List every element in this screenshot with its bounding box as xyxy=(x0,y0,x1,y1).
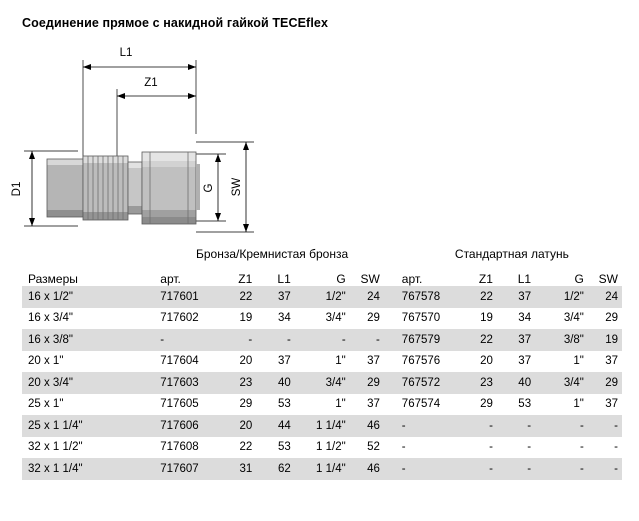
cell-size: 32 x 1 1/4" xyxy=(22,458,160,480)
cell-art-brass: 767570 xyxy=(401,312,441,325)
cell-art-brass: 767572 xyxy=(402,372,464,394)
cell-l1-brass: 37 xyxy=(518,355,532,368)
cell-sw-bronze: 29 xyxy=(352,372,384,394)
dim-label-g: G xyxy=(203,183,215,193)
cell-z1-bronze: 20 xyxy=(239,355,253,368)
cell-z1-brass: 29 xyxy=(480,398,493,411)
cell-sw-bronze: 52 xyxy=(367,441,380,454)
cell-sw-bronze: 46 xyxy=(352,415,384,437)
cell-gap xyxy=(384,372,402,394)
cell-l1-bronze: - xyxy=(260,329,301,351)
cell-l1-brass: 37 xyxy=(501,286,541,308)
table-row xyxy=(22,394,622,416)
cell-sw-brass: 37 xyxy=(605,355,618,368)
col-header-g-brass: G xyxy=(574,272,584,286)
cell-gap xyxy=(384,286,402,308)
cell-l1-bronze: 40 xyxy=(260,372,301,394)
cell-sw-brass: - xyxy=(590,458,622,480)
cell-g-brass: 3/8" xyxy=(541,329,590,351)
table-group-header-row xyxy=(22,243,622,265)
specification-table xyxy=(22,243,622,480)
cell-z1-bronze: 29 xyxy=(239,398,253,411)
cell-l1-brass: 40 xyxy=(501,372,541,394)
table-column-header-row xyxy=(22,265,622,286)
cell-l1-brass: 34 xyxy=(518,312,532,325)
cell-z1-brass: 20 xyxy=(480,355,493,368)
cell-g-bronze: - xyxy=(301,329,352,351)
cell-art-brass: 767576 xyxy=(401,355,441,368)
cell-l1-brass: 53 xyxy=(518,398,532,411)
dim-label-l1: L1 xyxy=(119,47,133,59)
cell-art-brass: 767578 xyxy=(402,286,464,308)
cell-sw-brass: 19 xyxy=(590,329,622,351)
cell-gap xyxy=(384,329,402,351)
cell-l1-bronze: 34 xyxy=(277,312,291,325)
cell-art-bronze: 717604 xyxy=(160,355,199,368)
cell-l1-brass: 37 xyxy=(501,329,541,351)
cell-l1-brass: - xyxy=(501,458,541,480)
cell-z1-bronze: - xyxy=(223,329,260,351)
cell-g-bronze: 1" xyxy=(335,398,346,411)
cell-g-bronze: 1/2" xyxy=(301,286,352,308)
col-header-l1-brass: L1 xyxy=(517,272,532,286)
cell-g-bronze: 1 1/4" xyxy=(301,458,352,480)
cell-sw-brass: - xyxy=(590,415,622,437)
cell-z1-brass: 22 xyxy=(464,286,501,308)
cell-sw-brass: 29 xyxy=(590,372,622,394)
cell-l1-brass: - xyxy=(527,441,532,454)
cell-size: 16 x 3/4" xyxy=(28,312,74,325)
table-row xyxy=(22,372,622,394)
cell-art-bronze: - xyxy=(160,329,223,351)
cell-g-bronze: 1 1/4" xyxy=(301,415,352,437)
cell-art-bronze: 717606 xyxy=(160,415,223,437)
cell-g-bronze: 3/4" xyxy=(301,372,352,394)
col-header-sw-brass: SW xyxy=(598,272,618,286)
cell-gap xyxy=(384,394,402,416)
cell-z1-brass: - xyxy=(489,441,493,454)
cell-art-bronze: 717602 xyxy=(160,312,199,325)
cell-g-brass: - xyxy=(541,458,590,480)
table-row xyxy=(22,351,622,373)
cell-sw-bronze: 46 xyxy=(352,458,384,480)
cell-g-brass: 3/4" xyxy=(541,372,590,394)
cell-g-bronze: 1" xyxy=(335,355,346,368)
table-row xyxy=(22,308,622,330)
cell-sw-bronze: 29 xyxy=(367,312,380,325)
group-header-spacer xyxy=(22,243,160,265)
cell-sw-bronze: 24 xyxy=(352,286,384,308)
cell-art-brass: - xyxy=(402,415,464,437)
cell-size: 25 x 1 1/4" xyxy=(22,415,160,437)
cell-l1-bronze: 62 xyxy=(260,458,301,480)
cell-g-bronze: 1 1/2" xyxy=(316,441,346,454)
dim-label-sw: SW xyxy=(231,177,243,197)
cell-art-bronze: 717605 xyxy=(160,398,199,411)
col-header-z1-brass: Z1 xyxy=(478,272,493,286)
col-header-size: Размеры xyxy=(28,272,78,286)
cell-g-bronze: 3/4" xyxy=(325,312,346,325)
cell-g-brass: 1" xyxy=(573,398,584,411)
cell-art-brass: 767574 xyxy=(401,398,441,411)
cell-size: 16 x 1/2" xyxy=(22,286,160,308)
cell-z1-brass: 22 xyxy=(464,329,501,351)
cell-sw-bronze: 37 xyxy=(367,355,380,368)
cell-l1-brass: - xyxy=(501,415,541,437)
cell-size: 20 x 1" xyxy=(28,355,64,368)
cell-z1-brass: - xyxy=(464,415,501,437)
cell-z1-brass: 23 xyxy=(464,372,501,394)
cell-art-bronze: 717608 xyxy=(160,441,199,454)
dim-label-d1: D1 xyxy=(11,181,23,197)
cell-sw-brass: 24 xyxy=(590,286,622,308)
cell-art-brass: 767579 xyxy=(402,329,464,351)
product-drawing xyxy=(0,34,360,234)
cell-gap xyxy=(384,458,402,480)
dim-label-z1: Z1 xyxy=(144,77,158,89)
cell-sw-brass: - xyxy=(614,441,618,454)
cell-l1-bronze: 44 xyxy=(260,415,301,437)
cell-g-brass: 3/4" xyxy=(563,312,584,325)
cell-z1-bronze: 31 xyxy=(223,458,260,480)
cell-sw-brass: 37 xyxy=(605,398,618,411)
cell-art-bronze: 717603 xyxy=(160,372,223,394)
col-header-gap xyxy=(384,265,402,286)
col-header-g-bronze: G xyxy=(336,272,346,286)
cell-art-brass: - xyxy=(401,441,406,454)
col-header-sw-bronze: SW xyxy=(360,272,380,286)
cell-l1-bronze: 53 xyxy=(277,441,291,454)
cell-sw-bronze: - xyxy=(352,329,384,351)
page-title: Соединение прямое с накидной гайкой TECEflex xyxy=(22,16,328,30)
cell-g-brass: 1" xyxy=(573,355,584,368)
cell-g-brass: - xyxy=(541,415,590,437)
cell-l1-bronze: 53 xyxy=(277,398,291,411)
cell-z1-brass: - xyxy=(464,458,501,480)
group-header-brass: Стандартная латунь xyxy=(454,247,569,261)
cell-z1-bronze: 19 xyxy=(239,312,253,325)
cell-size: 25 x 1" xyxy=(28,398,64,411)
table-row xyxy=(22,437,622,459)
cell-z1-bronze: 20 xyxy=(223,415,260,437)
table-row xyxy=(22,415,622,437)
cell-sw-bronze: 37 xyxy=(367,398,380,411)
cell-art-brass: - xyxy=(402,458,464,480)
group-header-gap xyxy=(384,243,402,265)
cell-gap xyxy=(384,351,402,373)
cell-l1-bronze: 37 xyxy=(260,286,301,308)
cell-z1-bronze: 23 xyxy=(223,372,260,394)
cell-gap xyxy=(384,437,402,459)
cell-z1-bronze: 22 xyxy=(223,286,260,308)
cell-z1-bronze: 22 xyxy=(239,441,253,454)
cell-l1-bronze: 37 xyxy=(277,355,291,368)
cell-g-brass: - xyxy=(580,441,584,454)
cell-size: 20 x 3/4" xyxy=(22,372,160,394)
col-header-art-brass: арт. xyxy=(401,272,423,286)
cell-z1-brass: 19 xyxy=(480,312,493,325)
cell-art-bronze: 717601 xyxy=(160,286,223,308)
col-header-z1-bronze: Z1 xyxy=(238,272,253,286)
cell-g-brass: 1/2" xyxy=(541,286,590,308)
table-row xyxy=(22,286,622,308)
table-row xyxy=(22,458,622,480)
col-header-art-bronze: арт. xyxy=(160,272,181,286)
col-header-l1-bronze: L1 xyxy=(277,272,291,286)
cell-size: 32 x 1 1/2" xyxy=(28,441,83,454)
cell-art-bronze: 717607 xyxy=(160,458,223,480)
cell-gap xyxy=(384,308,402,330)
table-row xyxy=(22,329,622,351)
cell-size: 16 x 3/8" xyxy=(22,329,160,351)
group-header-bronze: Бронза/Кремнистая бронза xyxy=(195,247,349,261)
cell-gap xyxy=(384,415,402,437)
cell-sw-brass: 29 xyxy=(605,312,618,325)
